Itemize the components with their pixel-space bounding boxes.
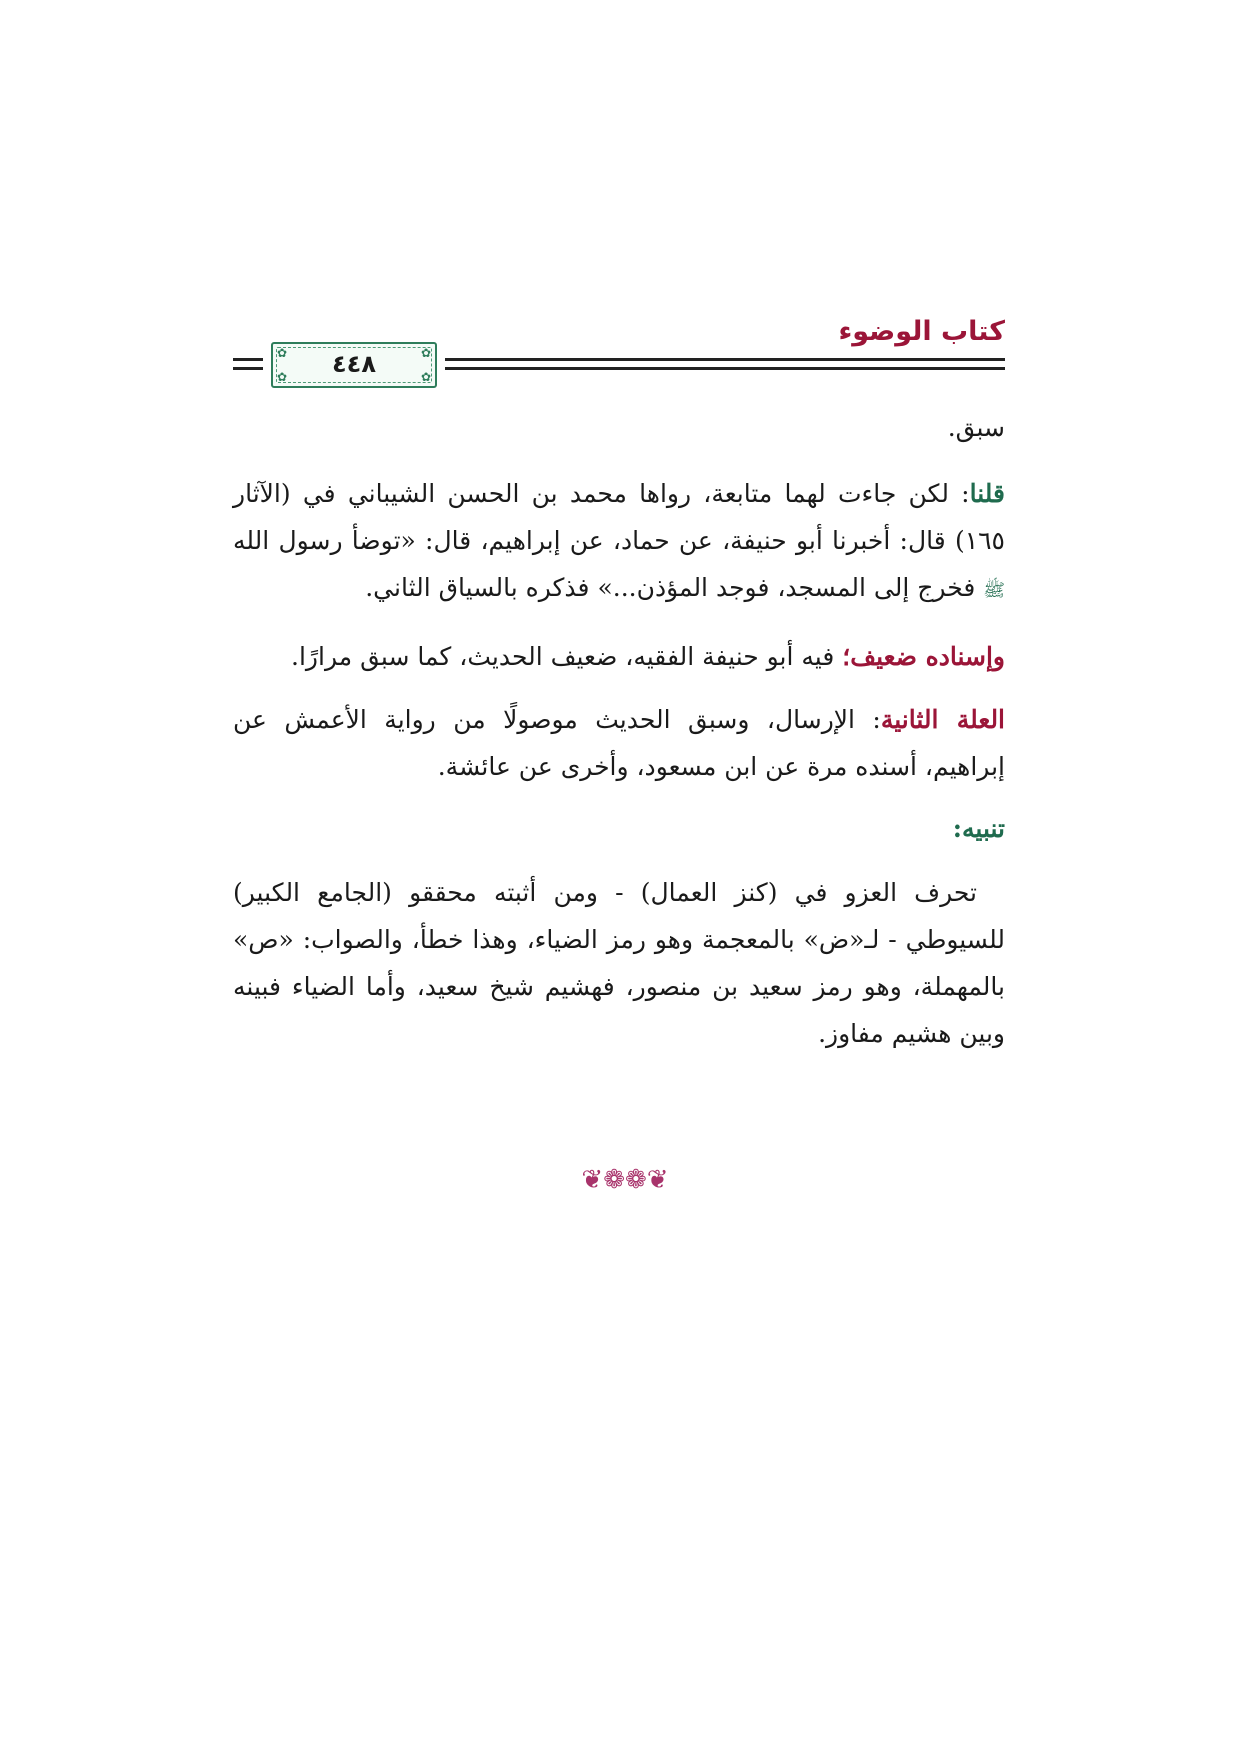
paragraph-text: : لكن جاءت لهما متابعة، رواها محمد بن الحسن الشيباني في (الآثار ١٦٥) قال: أخبرنا أبو حنيفة، عن حماد، عن إبراهيم، قال: «توضأ رسول الله bbox=[233, 479, 1005, 555]
paragraph-continuation bbox=[233, 404, 1005, 451]
salutation-glyph: ﷺ bbox=[983, 580, 1005, 601]
flourish-icon: ✿ bbox=[420, 370, 431, 384]
label-qulna: قلنا bbox=[969, 479, 1005, 508]
paragraph-text-continued: فخرج إلى المسجد، فوجد المؤذن...» فذكره بالسياق الثاني. bbox=[365, 573, 984, 602]
paragraph-isnad bbox=[233, 633, 1005, 680]
flourish-icon: ✿ bbox=[277, 346, 288, 360]
flourish-icon: ✿ bbox=[277, 370, 288, 384]
page-header bbox=[233, 314, 1005, 394]
paragraph-text: تحرف العزو في (كنز العمال) - ومن أثبته محققو (الجامع الكبير) للسيوطي - لـ«ض» بالمعجمة وهو رمز الضياء، وهذا خطأ، والصواب: «ص» بالمهملة، وهو رمز سعيد بن منصور، فهشيم شيخ سعيد، وأما الضياء فبينه وبين هشيم مفاوز. bbox=[233, 878, 1005, 1048]
header-rule-top bbox=[445, 358, 1005, 361]
section-end-ornament-icon: ❦❁❁❦ bbox=[581, 1165, 669, 1195]
page-number-badge bbox=[271, 342, 437, 388]
paragraph-note bbox=[233, 869, 1005, 1057]
header-rule-short-top bbox=[233, 358, 263, 361]
paragraph-second-defect bbox=[233, 696, 1005, 790]
label-note: تنبيه: bbox=[952, 814, 1005, 843]
flourish-icon: ✿ bbox=[420, 346, 431, 360]
note-heading bbox=[233, 805, 1005, 852]
paragraph-text: سبق. bbox=[947, 413, 1005, 442]
label-second-defect: العلة الثانية bbox=[880, 705, 1006, 734]
header-rule-bottom bbox=[445, 367, 1005, 370]
paragraph-text: : الإرسال، وسبق الحديث موصولًا من رواية الأعمش عن إبراهيم، أسنده مرة عن ابن مسعود، وأخرى عن عائشة. bbox=[233, 705, 1005, 781]
header-rule-short-bottom bbox=[233, 367, 263, 370]
page-number: ٤٤٨ bbox=[332, 350, 376, 378]
label-isnad-weak: وإسناده ضعيف؛ bbox=[842, 642, 1005, 671]
paragraph-qulna bbox=[233, 470, 1005, 614]
book-title: كتاب الوضوء bbox=[838, 316, 1005, 347]
paragraph-text: فيه أبو حنيفة الفقيه، ضعيف الحديث، كما سبق مرارًا. bbox=[291, 642, 843, 671]
